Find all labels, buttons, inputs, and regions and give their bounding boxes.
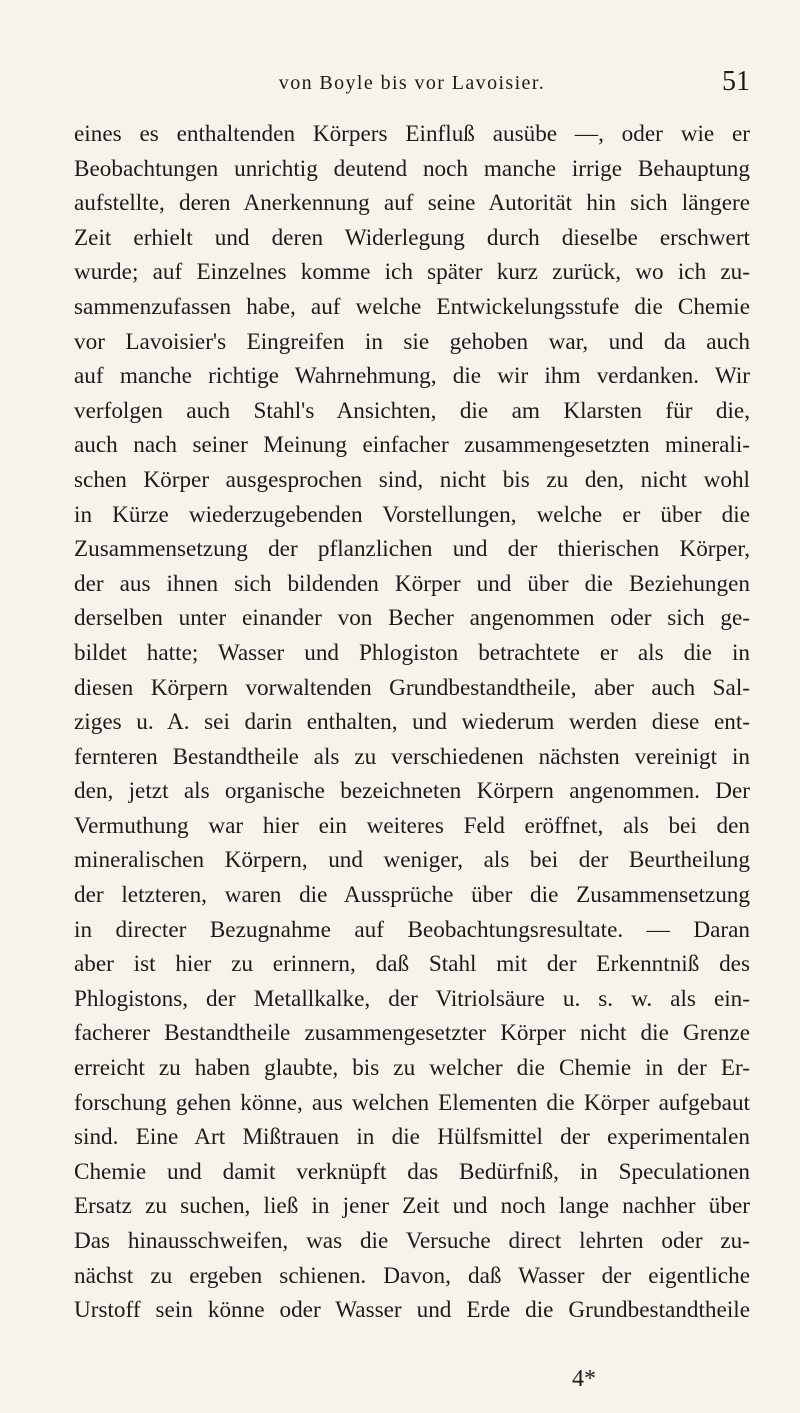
text-line: Zusammensetzung der pflanzlichen und der thierischen Körper, (74, 536, 750, 563)
text-line: in Kürze wiederzugebenden Vorstellungen, welche er über die (74, 501, 750, 528)
text-line: nächst zu ergeben schienen. Davon, daß Wasser der eigentliche (74, 1262, 750, 1289)
text-line: Ersatz zu suchen, ließ in jener Zeit und noch lange nachher über (74, 1193, 750, 1220)
text-line: aufstellte, deren Anerkennung auf seine Autorität hin sich längere (74, 190, 750, 217)
text-line: auch nach seiner Meinung einfacher zusammengesetzten minerali- (74, 432, 750, 459)
text-line: Zeit erhielt und deren Widerlegung durch dieselbe erschwert (74, 224, 750, 251)
text-line: diesen Körpern vorwaltenden Grundbestandtheile, aber auch Sal- (74, 674, 750, 701)
text-line: vor Lavoisier's Eingreifen in sie gehoben war, und da auch (74, 328, 750, 355)
body-text (74, 117, 750, 1328)
text-line: bildet hatte; Wasser und Phlogiston betrachtete er als die in (74, 639, 750, 666)
running-head (74, 66, 750, 100)
text-line: der aus ihnen sich bildenden Körper und über die Beziehungen (74, 570, 750, 597)
text-line: sind. Eine Art Mißtrauen in die Hülfsmittel der experimentalen (74, 1124, 750, 1151)
text-line: erreicht zu haben glaubte, bis zu welcher die Chemie in der Er- (74, 1055, 750, 1082)
text-line: mineralischen Körpern, und weniger, als bei der Beurtheilung (74, 847, 750, 874)
text-line: verfolgen auch Stahl's Ansichten, die am Klarsten für die, (74, 397, 750, 424)
text-line: derselben unter einander von Becher angenommen oder sich ge- (74, 605, 750, 632)
text-line: ziges u. A. sei darin enthalten, und wiederum werden diese ent- (74, 709, 750, 736)
text-line: facherer Bestandtheile zusammengesetzter Körper nicht die Grenze (74, 1020, 750, 1047)
signature-mark: 4* (572, 1366, 596, 1392)
text-line: der letzteren, waren die Aussprüche über die Zusammensetzung (74, 882, 750, 909)
text-line: eines es enthaltenden Körpers Einfluß ausübe —, oder wie er (74, 121, 750, 147)
text-line: Chemie und damit verknüpft das Bedürfniß, in Speculationen (74, 1158, 750, 1185)
text-line: Vermuthung war hier ein weiteres Feld eröffnet, als bei den (74, 812, 750, 839)
text-line: Das hinausschweifen, was die Versuche direct lehrten oder zu- (74, 1228, 750, 1254)
text-line: in directer Bezugnahme auf Beobachtungsresultate. — Daran (74, 916, 750, 943)
text-line: aber ist hier zu erinnern, daß Stahl mit der Erkenntniß des (74, 951, 750, 978)
text-line: Phlogistons, der Metallkalke, der Vitriolsäure u. s. w. als ein- (74, 985, 750, 1012)
text-line: fernteren Bestandtheile als zu verschiedenen nächsten vereinigt in (74, 743, 750, 770)
text-line: schen Körper ausgesprochen sind, nicht bis zu den, nicht wohl (74, 466, 750, 493)
text-line: sammenzufassen habe, auf welche Entwickelungsstufe die Chemie (74, 293, 750, 320)
text-line: forschung gehen könne, aus welchen Elementen die Körper aufgebaut (74, 1089, 750, 1116)
text-line: Beobachtungen unrichtig deutend noch manche irrige Behauptung (74, 155, 750, 182)
page-number: 51 (722, 66, 750, 97)
text-line: auf manche richtige Wahrnehmung, die wir ihm verdanken. Wir (74, 363, 750, 390)
text-line: wurde; auf Einzelnes komme ich später kurz zurück, wo ich zu- (74, 259, 750, 286)
running-title: von Boyle bis vor Lavoisier. (278, 72, 546, 94)
text-line: Urstoff sein könne oder Wasser und Erde die Grundbestandtheile (74, 1297, 750, 1324)
text-line: den, jetzt als organische bezeichneten Körpern angenommen. Der (74, 778, 750, 805)
